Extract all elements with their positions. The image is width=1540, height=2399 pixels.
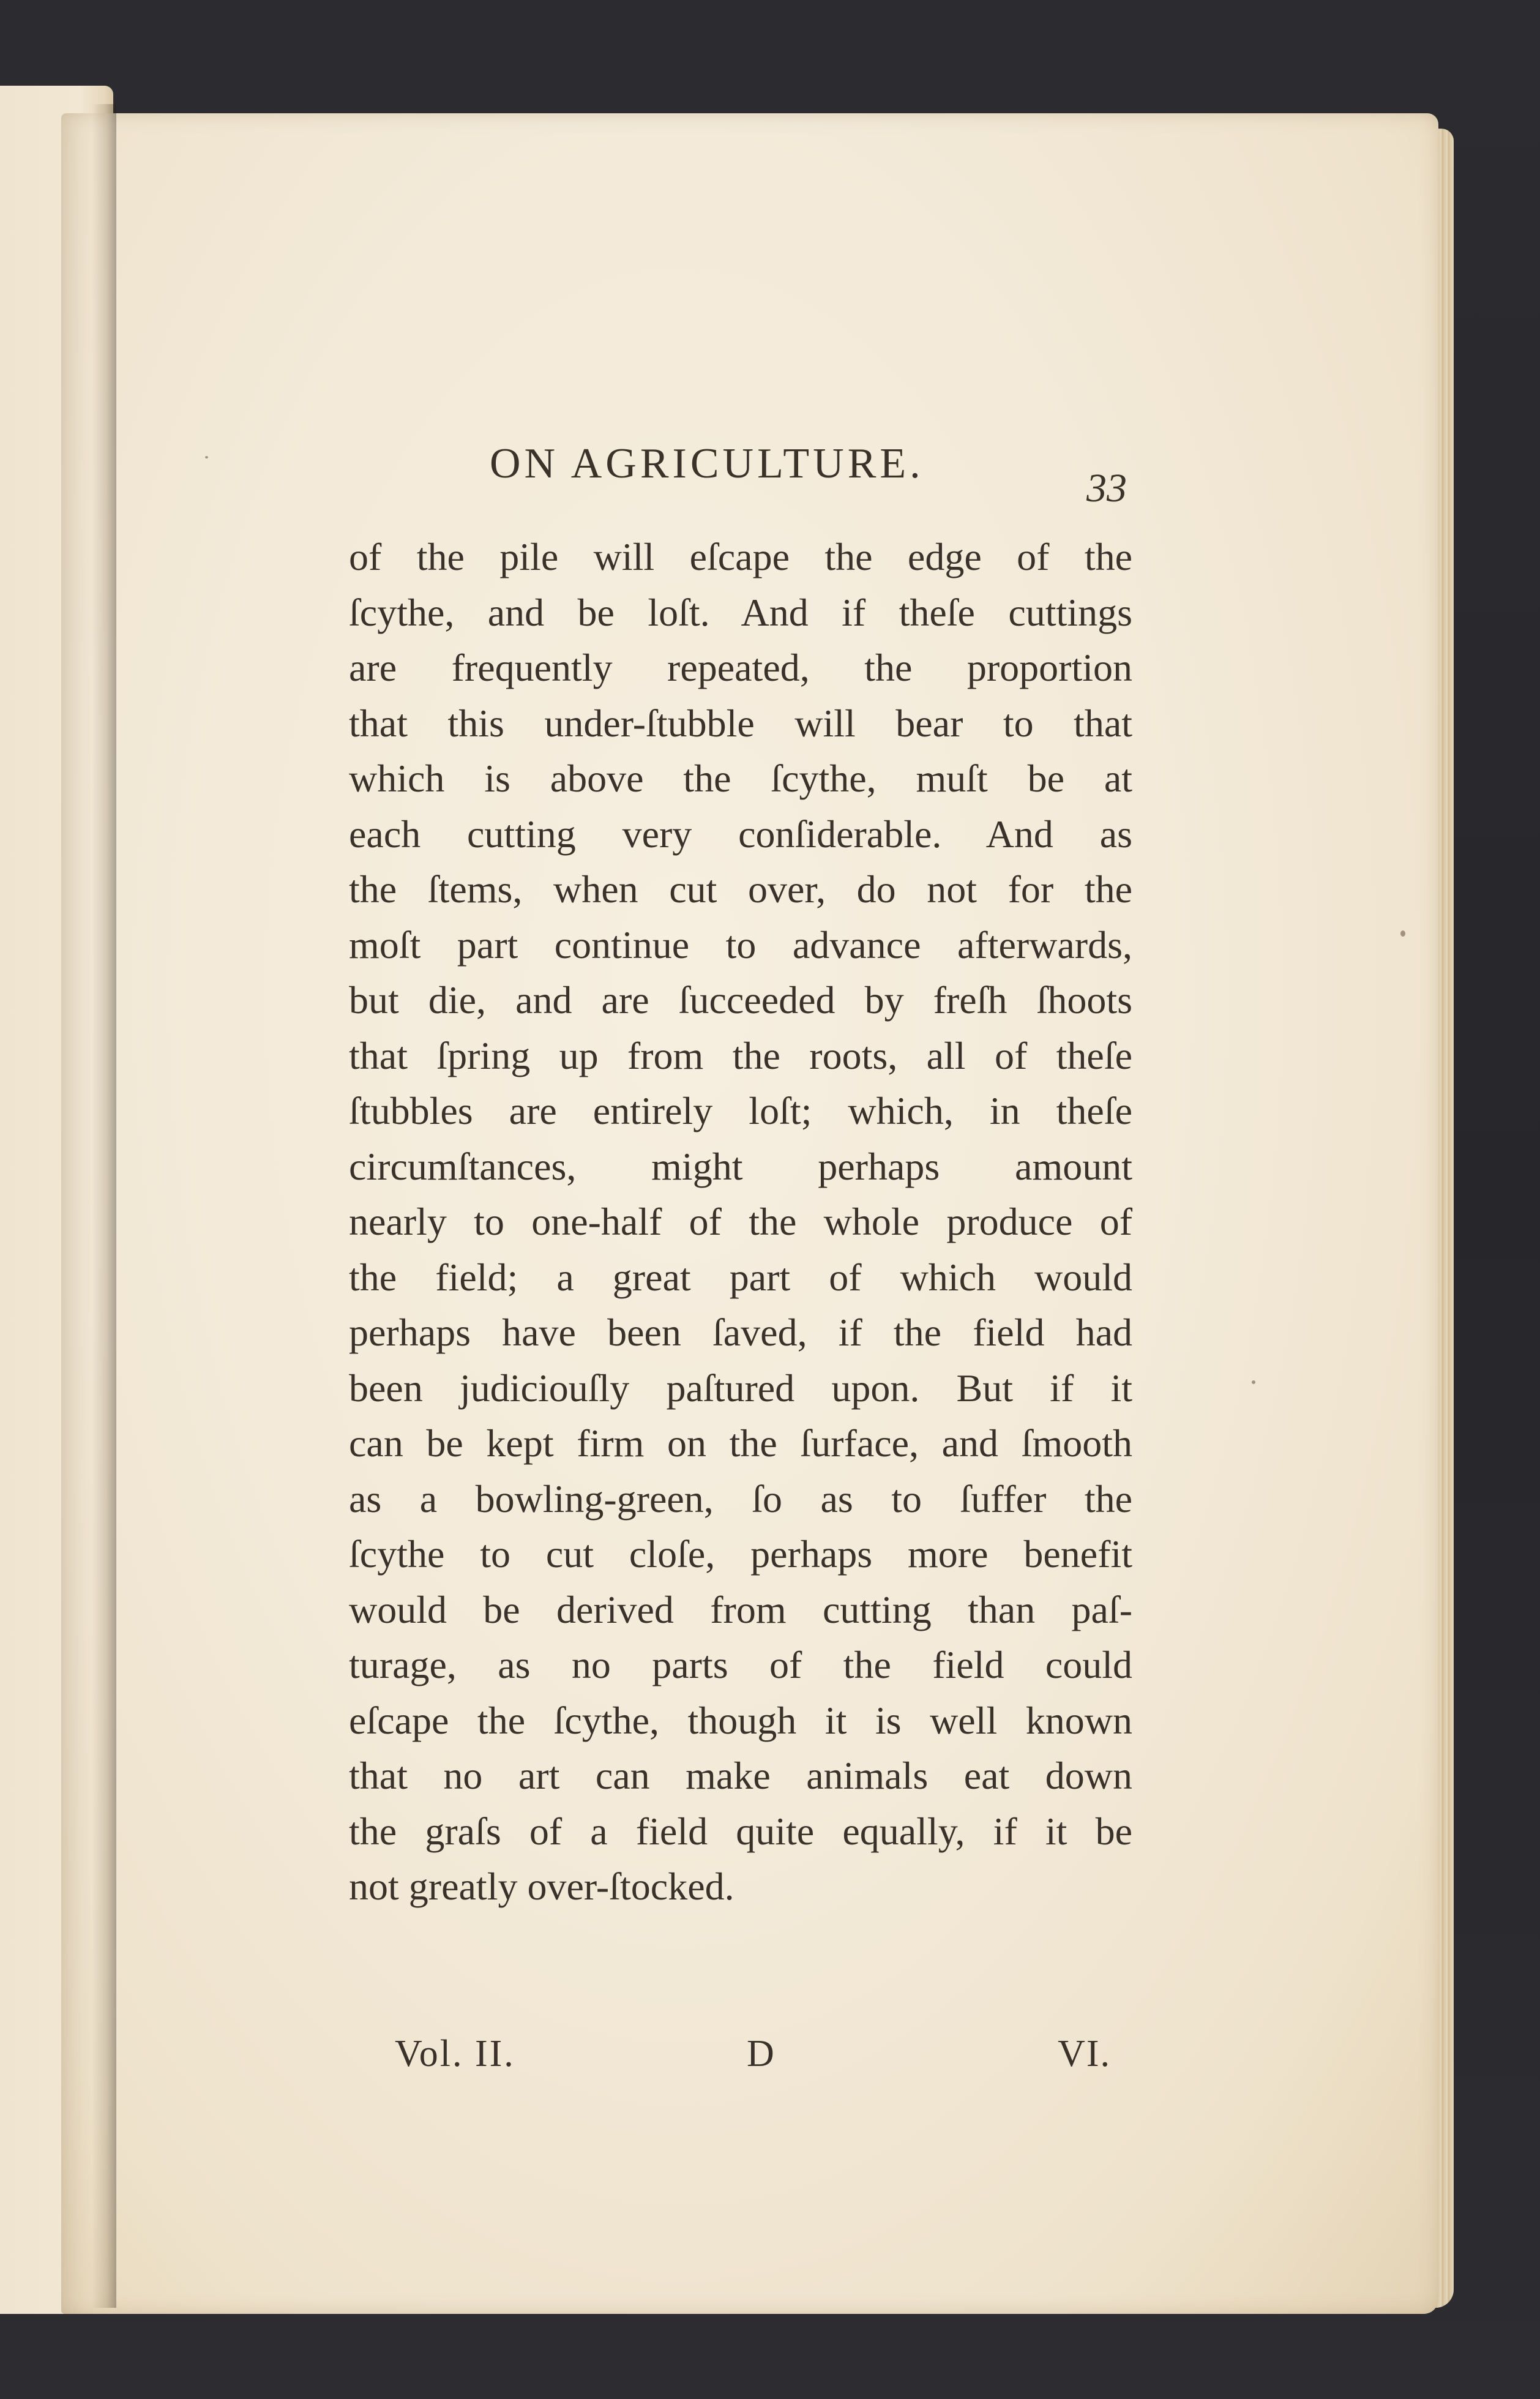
text-line: as a bowling-green, ſo as to ſuffer the <box>349 1476 1132 1521</box>
text-line: eſcape the ſcythe, though it is well known <box>349 1698 1132 1742</box>
catchword: VI. <box>1058 2033 1111 2075</box>
text-line: can be kept firm on the ſurface, and ſmooth <box>349 1421 1132 1465</box>
book-gutter <box>92 104 116 2308</box>
text-line: but die, and are ſucceeded by freſh ſhoots <box>349 978 1132 1022</box>
paper-speck <box>205 456 208 458</box>
text-line: are frequently repeated, the proportion <box>349 646 1132 689</box>
volume-mark: Vol. II. <box>395 2033 515 2075</box>
page-number: 33 <box>1086 466 1127 511</box>
page-footer <box>395 2032 1111 2087</box>
text-line: that ſpring up from the roots, all of theſe <box>349 1033 1132 1077</box>
text-line: of the pile will eſcape the edge of the <box>349 535 1132 578</box>
text-line: ſcythe to cut cloſe, perhaps more benefit <box>349 1532 1132 1576</box>
text-line: ſtubbles are entirely loſt; which, in theſe <box>349 1089 1132 1132</box>
text-line: nearly to one-half of the whole produce of <box>349 1200 1132 1243</box>
paper-speck <box>1400 930 1405 937</box>
signature-mark: D <box>747 2033 774 2075</box>
body-text <box>349 530 1132 1915</box>
text-line: been judiciouſly paſtured upon. But if it <box>349 1366 1132 1410</box>
text-line: the graſs of a field quite equally, if it be <box>349 1809 1132 1853</box>
text-line: perhaps have been ſaved, if the field had <box>349 1311 1132 1354</box>
text-line: which is above the ſcythe, muſt be at <box>349 757 1132 800</box>
text-line: the ſtems, when cut over, do not for the <box>349 867 1132 911</box>
text-line: each cutting very conſiderable. And as <box>349 812 1132 856</box>
text-line: the field; a great part of which would <box>349 1255 1132 1299</box>
text-line: circumſtances, might perhaps amount <box>349 1144 1132 1188</box>
running-title: ON AGRICULTURE. <box>490 440 924 487</box>
text-line: turage, as no parts of the field could <box>349 1643 1132 1686</box>
book-page <box>61 113 1438 2314</box>
text-line: not greatly over-ſtocked. <box>349 1865 734 1908</box>
page-header <box>490 440 1163 511</box>
text-line: moſt part continue to advance afterwards, <box>349 923 1132 967</box>
text-line: that no art can make animals eat down <box>349 1754 1132 1797</box>
text-line: ſcythe, and be loſt. And if theſe cuttings <box>349 590 1132 634</box>
text-line: that this under-ſtubble will bear to that <box>349 701 1132 745</box>
text-line: would be derived from cutting than paſ- <box>349 1587 1132 1631</box>
paper-speck <box>1252 1380 1255 1384</box>
